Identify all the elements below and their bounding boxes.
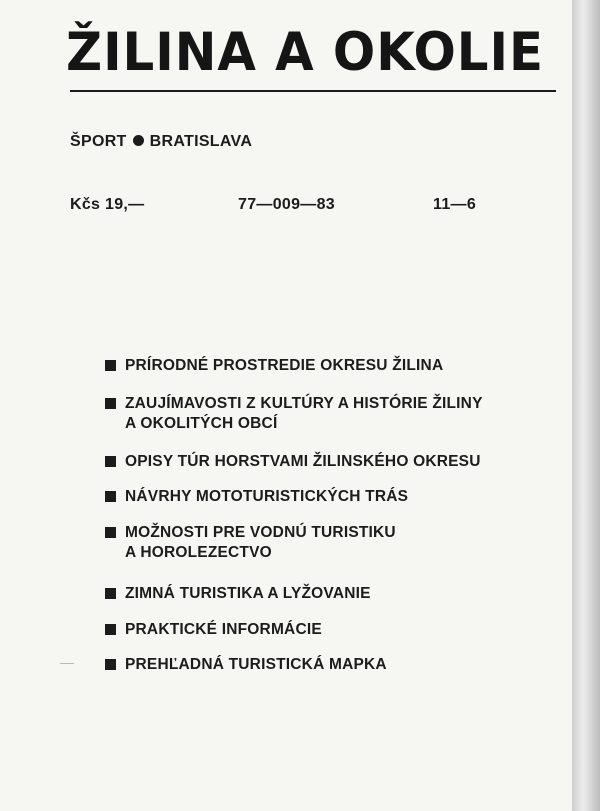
- contents-item: [105, 356, 443, 376]
- contents-item: [105, 487, 408, 507]
- contents-item-text: A HOROLEZECTVO: [125, 544, 272, 561]
- edition-code: 11—6: [433, 196, 477, 213]
- catalog-number: 77—009—83: [238, 196, 335, 213]
- book-title: ŽILINA A OKOLIE: [66, 22, 544, 83]
- contents-item: [105, 655, 387, 675]
- square-bullet-icon: [105, 360, 116, 371]
- publisher-name: ŠPORT: [70, 133, 127, 150]
- contents-item-text: PREHĽADNÁ TURISTICKÁ MAPKA: [125, 656, 387, 673]
- contents-item-text: ZIMNÁ TURISTIKA A LYŽOVANIE: [125, 585, 371, 602]
- title-rule: [70, 90, 556, 92]
- publisher-city: BRATISLAVA: [149, 133, 253, 150]
- contents-item-text: A OKOLITÝCH OBCÍ: [125, 415, 278, 432]
- contents-item: [105, 394, 483, 434]
- square-bullet-icon: [105, 527, 116, 538]
- publisher-line: [70, 133, 252, 151]
- square-bullet-icon: [105, 659, 116, 670]
- square-bullet-icon: [105, 588, 116, 599]
- square-bullet-icon: [105, 398, 116, 409]
- contents-item-text: NÁVRHY MOTOTURISTICKÝCH TRÁS: [125, 488, 409, 505]
- print-mark: [60, 663, 74, 664]
- book-spine-edge: [572, 0, 600, 811]
- contents-item-text: MOŽNOSTI PRE VODNÚ TURISTIKU: [125, 524, 396, 541]
- contents-item: [105, 523, 396, 563]
- contents-item-text: ZAUJÍMAVOSTI Z KULTÚRY A HISTÓRIE ŽILINY: [125, 395, 483, 412]
- bullet-dot-icon: [133, 135, 144, 146]
- square-bullet-icon: [105, 456, 116, 467]
- contents-item: [105, 620, 322, 640]
- contents-item: [105, 584, 371, 604]
- contents-item: [105, 452, 481, 472]
- square-bullet-icon: [105, 624, 116, 635]
- contents-item-text: PRAKTICKÉ INFORMÁCIE: [125, 621, 322, 638]
- price-label: Kčs 19,—: [70, 196, 145, 213]
- contents-item-text: OPISY TÚR HORSTVAMI ŽILINSKÉHO OKRESU: [125, 453, 481, 470]
- square-bullet-icon: [105, 491, 116, 502]
- contents-item-text: PRÍRODNÉ PROSTREDIE OKRESU ŽILINA: [125, 357, 444, 374]
